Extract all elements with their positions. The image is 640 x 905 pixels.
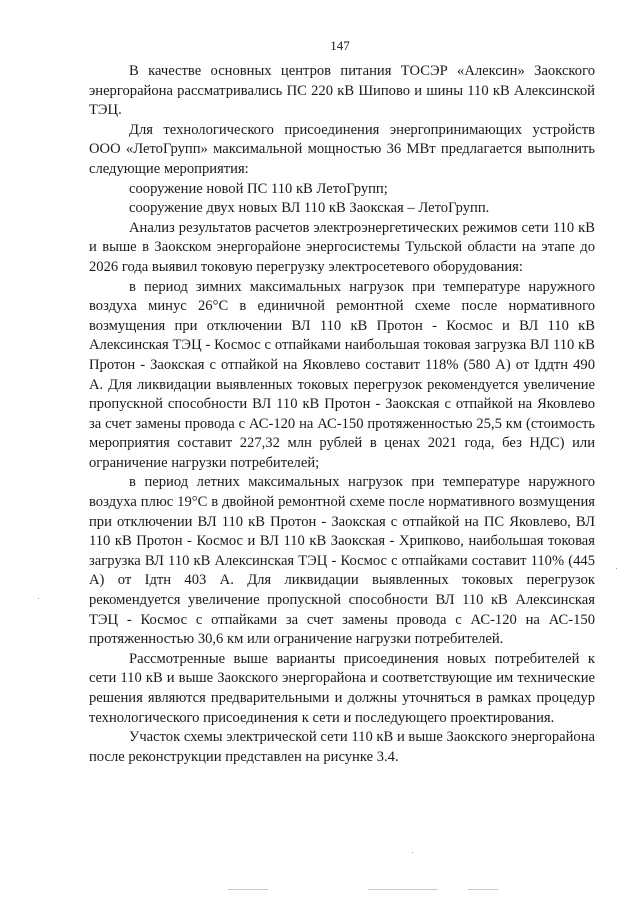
body-text	[89, 62, 595, 767]
paragraph-power-centers: В качестве основных центров питания ТОСЭР «Алексин» Заокского энергорайона рассматривались ПС 220 кВ Шипово и шины 110 кВ Алексинской ТЭЦ.	[89, 63, 595, 119]
list-item-new-substation: сооружение новой ПС 110 кВ ЛетоГрупп;	[129, 180, 388, 197]
paragraph-figure-reference: Участок схемы электрической сети 110 кВ и выше Заокского энергорайона после реконструкции представлен на рисунке 3.4.	[89, 729, 595, 765]
scan-artifact	[412, 852, 413, 853]
paragraph-analysis: Анализ результатов расчетов электроэнергетических режимов сети 110 кВ и выше в Заокском энергорайоне энергосистемы Тульской области на этапе до 2026 года выявил токовую перегрузку электросетевого оборудования:	[89, 219, 595, 275]
scan-artifact	[368, 889, 438, 890]
paragraph-summer-overload: в период летних максимальных нагрузок при температуре наружного воздуха плюс 19°С в двойной ремонтной схеме после нормативного возмущения при отключении ВЛ 110 кВ Протон - Заокская с отпайкой на ПС Яковлево, ВЛ 110 кВ Протон - Космос и ВЛ 110 кВ Заокская - Хрипково, наибольшая токовая загрузка ВЛ 110 кВ Алексинская ТЭЦ - Космос с отпайками составит 110% (445 А) от Iдтн 403 А. Для ликвидации выявленных токовых перегрузок рекомендуется увеличение пропускной способности ВЛ 110 кВ Алексинская ТЭЦ - Космос с отпайками за счет замены провода с АС-120 на АС-150 протяженностью 30,6 км или ограничение нагрузки потребителей.	[89, 474, 595, 648]
paragraph-connection-measures: Для технологического присоединения энергопринимающих устройств ООО «ЛетоГрупп» максимальной мощностью 36 МВт предлагается выполнить следующие мероприятия:	[89, 121, 595, 177]
page-number: 147	[330, 38, 350, 53]
scan-artifact	[228, 889, 268, 890]
scan-artifact	[38, 598, 39, 599]
scan-artifact	[616, 568, 617, 569]
paragraph-winter-overload: в период зимних максимальных нагрузок при температуре наружного воздуха минус 26°С в единичной ремонтной схеме после нормативного возмущения при отключении ВЛ 110 кВ Протон - Космос и ВЛ 110 кВ Алексинская ТЭЦ - Космос с отпайками наибольшая токовая загрузка ВЛ 110 кВ Протон - Заокская с отпайкой на Яковлево составит 118% (580 А) от Iддтн 490 А. Для ликвидации выявленных токовых перегрузок рекомендуется увеличение пропускной способности ВЛ 110 кВ Протон - Заокская с отпайкой на Яковлево за счет замены провода с АС-120 на АС-150 протяженностью 25,5 км (стоимость мероприятия составит 227,32 млн рублей в ценах 2021 года, без НДС) или ограничение нагрузки потребителей;	[89, 278, 595, 471]
scan-artifact	[468, 889, 498, 890]
paragraph-preliminary-solutions: Рассмотренные выше варианты присоединения новых потребителей к сети 110 кВ и выше Заокского энергорайона и соответствующие им технические решения являются предварительными и должны уточняться в рамках процедур технологического присоединения к сети и последующего проектирования.	[89, 650, 595, 726]
list-item-new-lines: сооружение двух новых ВЛ 110 кВ Заокская – ЛетоГрупп.	[129, 200, 490, 217]
